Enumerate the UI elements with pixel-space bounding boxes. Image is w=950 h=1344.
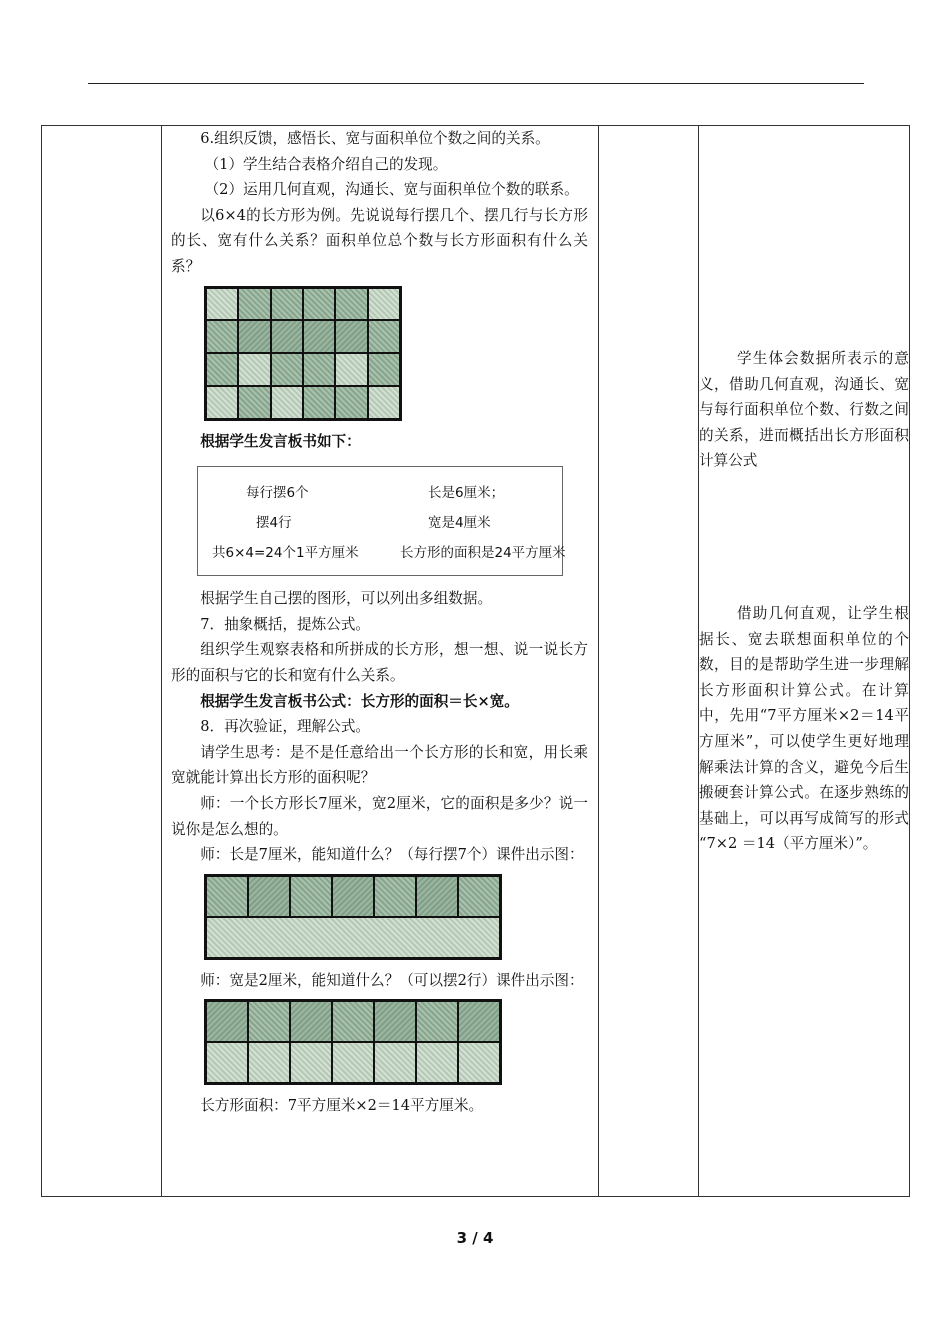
board-row-count: 每行摆6个 (246, 485, 309, 502)
step-6-2: （2）运用几何直观，沟通长、宽与面积单位个数的联系。 (204, 181, 579, 199)
data-note: 根据学生自己摆的图形，可以列出多组数据。 (200, 590, 493, 608)
area-result: 长方形面积：7平方厘米×2＝14平方厘米。 (200, 1097, 484, 1115)
empty-column-right (599, 126, 699, 1197)
example-question: 以6×4的长方形为例。先说说每行摆几个、摆几行与长方形的长、宽有什么关系？面积单位总个数与长方形面积有什么关系？ (171, 206, 588, 275)
grid-7x2-figure (204, 999, 588, 1085)
empty-column-left (42, 126, 162, 1197)
board-area: 长方形的面积是24平方厘米 (400, 545, 566, 562)
step-6: 6.组织反馈，感悟长、宽与面积单位个数之间的关系。 (200, 130, 550, 147)
think-question: 请学生思考：是不是任意给出一个长方形的长和宽，用长乘宽就能计算出长方形的面积呢？ (171, 743, 588, 787)
design-intent-cell (699, 126, 910, 1197)
lesson-table (41, 125, 910, 1197)
formula-board: 根据学生发言板书公式：长方形的面积＝长×宽。 (200, 692, 519, 710)
teacher-question-3: 师：宽是2厘米，能知道什么？（可以摆2行）课件出示图： (200, 971, 584, 989)
step-6-1: （1）学生结合表格介绍自己的发现。 (204, 155, 448, 173)
board-rows: 摆4行 (256, 515, 292, 532)
board-length: 长是6厘米； (428, 485, 505, 502)
teaching-process-cell (162, 126, 599, 1197)
board-width: 宽是4厘米 (428, 515, 491, 532)
design-note-2: 借助几何直观，让学生根据长、宽去联想面积单位的个数，目的是帮助学生进一步理解长方形面积计算公式。在计算中，先用“7平方厘米×2＝14平方厘米”，可以使学生更好地理解乘法计算的含义，避免今后生搬硬套计算公式。在逐步熟练的基础上，可以再写成简写的形式 “7×2 ＝14（平方厘米）”。 (699, 604, 909, 853)
step-7-activity: 组织学生观察表格和所拼成的长方形，想一想、说一说长方形的面积与它的长和宽有什么关系。 (171, 641, 588, 684)
header-rule (88, 83, 864, 84)
grid-7-per-row-figure (204, 874, 588, 960)
step-7: 7．抽象概括，提炼公式。 (200, 615, 371, 633)
step-8: 8．再次验证，理解公式。 (200, 718, 371, 736)
grid-6x4-figure (204, 286, 588, 421)
teacher-question-2: 师：长是7厘米，能知道什么？（每行摆7个）课件出示图： (200, 846, 584, 864)
board-total: 共6×4=24个1平方厘米 (212, 545, 359, 562)
board-intro: 根据学生发言板书如下： (200, 432, 361, 450)
teacher-question-1: 师：一个长方形长7厘米，宽2厘米，它的面积是多少？说一说你是怎么想的。 (171, 794, 588, 838)
page-number: 3 / 4 (456, 1229, 494, 1247)
design-note-1: 学生体会数据所表示的意义，借助几何直观，沟通长、宽与每行面积单位个数、行数之间的关系，进而概括出长方形面积计算公式 (699, 350, 909, 470)
blackboard-summary (197, 466, 566, 576)
